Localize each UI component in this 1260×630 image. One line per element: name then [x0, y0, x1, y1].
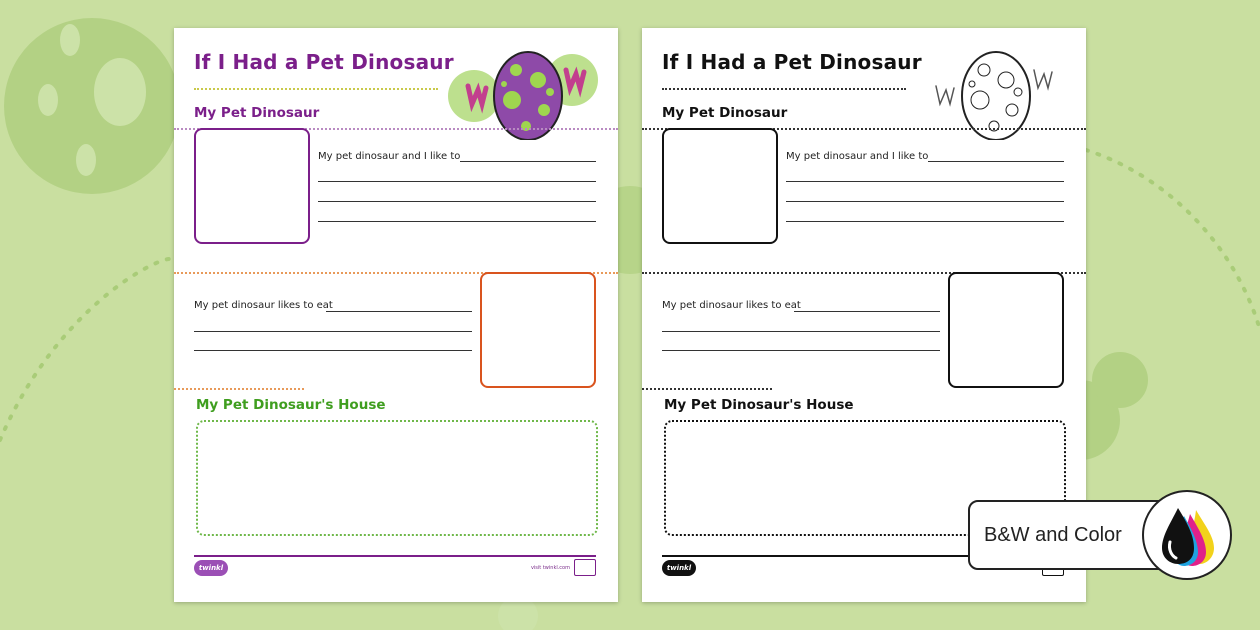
write-line[interactable]: [194, 350, 472, 351]
write-line[interactable]: [460, 161, 596, 162]
drawing-box-dinosaur[interactable]: [662, 128, 778, 244]
twinkl-logo: twinkl: [662, 560, 696, 576]
bw-color-label: B&W and Color: [984, 524, 1122, 546]
drawing-box-food[interactable]: [948, 272, 1064, 388]
ink-drops-icon: [1142, 490, 1232, 580]
write-line[interactable]: [794, 311, 940, 312]
write-line[interactable]: [318, 181, 596, 182]
title-rule: [194, 88, 438, 90]
worksheet-title: If I Had a Pet Dinosaur: [662, 50, 922, 74]
write-line[interactable]: [318, 201, 596, 202]
section-heading-my-pet-dinosaur: My Pet Dinosaur: [662, 105, 788, 121]
section-heading-house: My Pet Dinosaur's House: [196, 397, 386, 413]
dinosaur-egg-icon: [446, 40, 606, 140]
dinosaur-egg-icon: [914, 40, 1074, 140]
footer-line: [194, 555, 596, 557]
prompt-likes-to-eat: My pet dinosaur likes to eat: [662, 300, 801, 311]
write-line[interactable]: [326, 311, 472, 312]
site-text: visit twinkl.com: [530, 565, 570, 571]
twinkl-logo: twinkl: [194, 560, 228, 576]
write-line[interactable]: [194, 331, 472, 332]
section-heading-my-pet-dinosaur: My Pet Dinosaur: [194, 105, 320, 121]
badge-icon: [574, 559, 596, 576]
write-line[interactable]: [662, 331, 940, 332]
write-line[interactable]: [786, 181, 1064, 182]
title-rule: [662, 88, 906, 90]
drawing-box-food[interactable]: [480, 272, 596, 388]
write-line[interactable]: [786, 201, 1064, 202]
section-rule: [174, 388, 304, 390]
prompt-like-to: My pet dinosaur and I like to: [786, 151, 929, 162]
drawing-box-house[interactable]: [196, 420, 598, 536]
worksheet-title: If I Had a Pet Dinosaur: [194, 50, 454, 74]
section-heading-house: My Pet Dinosaur's House: [664, 397, 854, 413]
write-line[interactable]: [318, 221, 596, 222]
write-line[interactable]: [662, 350, 940, 351]
section-rule: [642, 388, 772, 390]
write-line[interactable]: [928, 161, 1064, 162]
prompt-like-to: My pet dinosaur and I like to: [318, 151, 461, 162]
drawing-box-dinosaur[interactable]: [194, 128, 310, 244]
prompt-likes-to-eat: My pet dinosaur likes to eat: [194, 300, 333, 311]
worksheet-color: [174, 28, 618, 602]
write-line[interactable]: [786, 221, 1064, 222]
